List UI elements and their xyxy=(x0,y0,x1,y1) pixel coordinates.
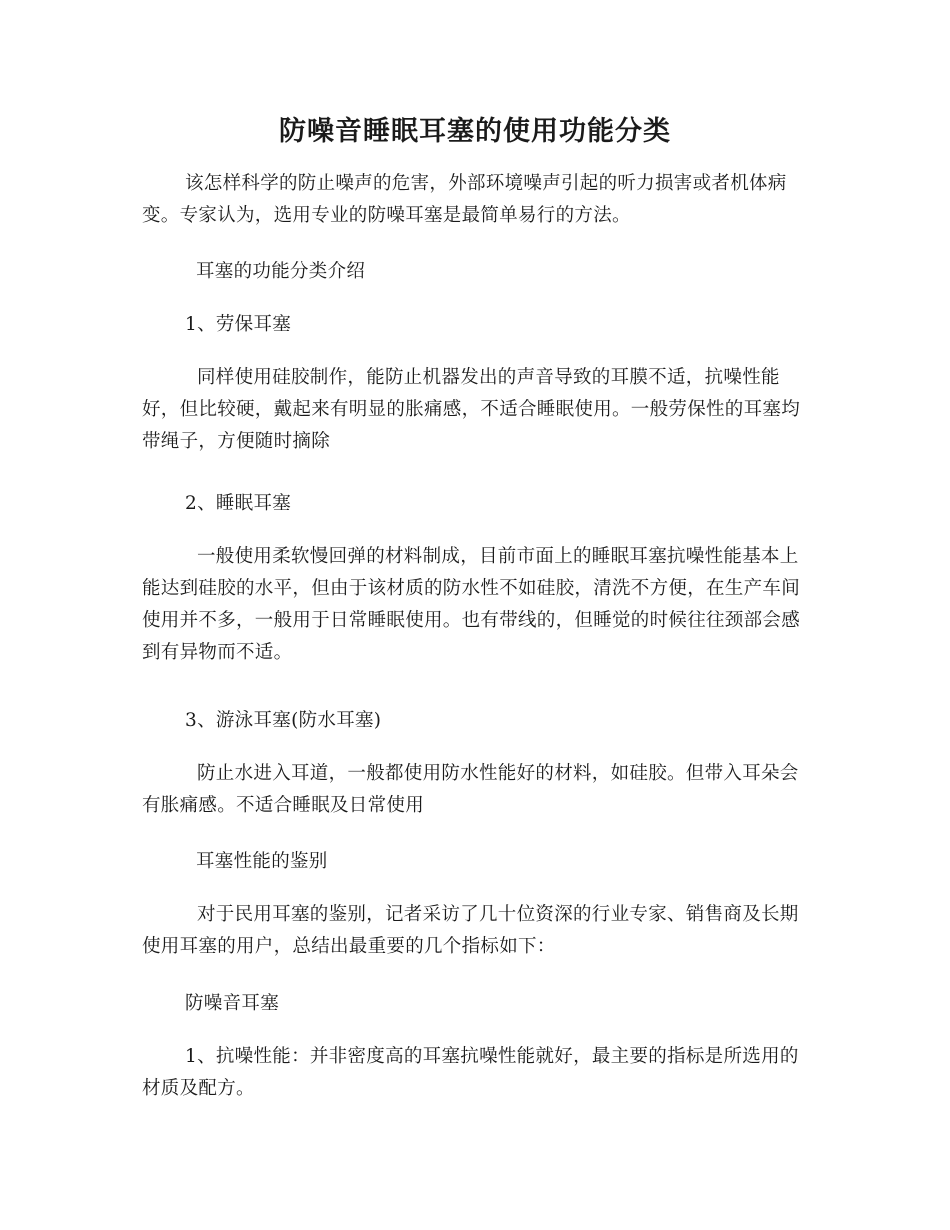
item-text-swim: 防止水进入耳道，一般都使用防水性能好的材料，如硅胶。但带入耳朵会有胀痛感。不适合睡眠及日常使用 xyxy=(142,763,799,816)
section-heading-function: 耳塞的功能分类介绍 xyxy=(196,261,366,282)
item-body-labor xyxy=(142,362,812,458)
intro-text: 该怎样科学的防止噪声的危害，外部环境噪声引起的听力损害或者机体病变。专家认为，选用专业的防噪耳塞是最简单易行的方法。 xyxy=(142,173,787,226)
item-body-sleep xyxy=(142,541,812,669)
item-heading-sleep: 2、睡眠耳塞 xyxy=(185,493,292,514)
point-paragraph-1 xyxy=(142,1041,812,1105)
item-text-labor: 同样使用硅胶制作，能防止机器发出的声音导致的耳膜不适，抗噪性能好，但比较硬，戴起来有明显的胀痛感，不适合睡眠使用。一般劳保性的耳塞均带绳子，方便随时摘除 xyxy=(142,367,801,452)
section-heading-identify: 耳塞性能的鉴别 xyxy=(196,851,328,872)
item-heading-swim: 3、游泳耳塞(防水耳塞) xyxy=(185,710,382,731)
point-text-1: 1、抗噪性能：并非密度高的耳塞抗噪性能就好，最主要的指标是所选用的材质及配方。 xyxy=(142,1046,799,1099)
intro-paragraph xyxy=(142,168,812,232)
identify-paragraph xyxy=(142,899,812,963)
item-body-swim xyxy=(142,758,812,822)
document-title: 防噪音睡眠耳塞的使用功能分类 xyxy=(279,116,671,147)
identify-text: 对于民用耳塞的鉴别，记者采访了几十位资深的行业专家、销售商及长期使用耳塞的用户，总结出最重要的几个指标如下： xyxy=(142,904,799,957)
item-text-sleep: 一般使用柔软慢回弹的材料制成，目前市面上的睡眠耳塞抗噪性能基本上能达到硅胶的水平，但由于该材质的防水性不如硅胶，清洗不方便，在生产车间使用并不多，一般用于日常睡眠使用。也有带线的，但睡觉的时候往往颈部会感到有异物而不适。 xyxy=(142,546,801,663)
section-heading-antinoise: 防噪音耳塞 xyxy=(185,993,280,1014)
item-heading-labor: 1、劳保耳塞 xyxy=(185,314,292,335)
